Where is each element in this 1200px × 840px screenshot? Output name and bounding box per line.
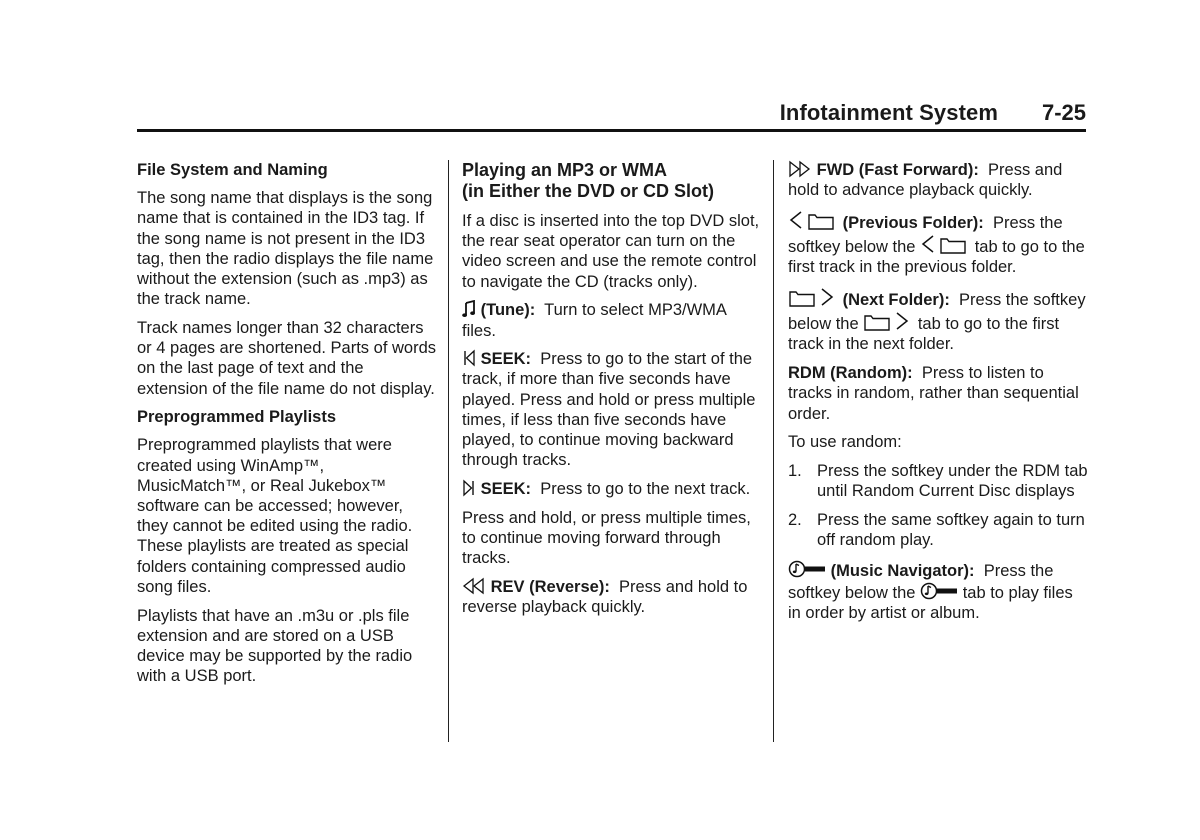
rev-entry [462, 577, 762, 617]
next-folder-icon [788, 286, 838, 308]
column-3 [788, 160, 1088, 632]
list-item [788, 510, 1088, 550]
seek-back-text: Press to go to the start of the track, if more than five seconds have played. Press and hold or press multiple times, if less than five seconds have played, to continue moving backward through tracks. [462, 350, 756, 470]
music-navigator-text-b: tab to play files in order by artist or album. [788, 583, 1073, 623]
seek-back-label: SEEK: [480, 350, 532, 369]
rewind-icon [462, 577, 486, 595]
rdm-text: Press to listen to tracks in random, rather than sequential order. [788, 364, 1079, 423]
playlists-paragraph-1: Preprogrammed playlists that were created using WinAmp™, MusicMatch™, or Real Jukebox™ software can be accessed; however, they cannot be edited using the radio. These playlists are treated as special folders containing compressed audio song files. [137, 436, 413, 596]
music-navigator-icon [920, 581, 958, 601]
seek-forward-entry [462, 479, 762, 499]
music-navigator-label: (Music Navigator): [830, 561, 975, 580]
step-number: 2. [788, 510, 802, 529]
next-folder-icon [863, 310, 913, 332]
previous-folder-label: (Previous Folder): [842, 213, 984, 232]
rev-label: REV (Reverse): [490, 577, 610, 596]
next-folder-text-a: Press the softkey below the [788, 291, 1086, 334]
music-navigator-text-a: Press the softkey below the [788, 561, 1054, 602]
previous-folder-icon [920, 233, 970, 255]
header-rule [137, 129, 1086, 132]
seek-forward-label: SEEK: [480, 479, 532, 498]
file-system-heading: File System and Naming [137, 161, 328, 179]
tune-label: (Tune): [480, 301, 536, 320]
seek-back-entry [462, 349, 762, 470]
rev-text: Press and hold to reverse playback quickly. [462, 577, 748, 616]
tune-entry [462, 300, 762, 340]
fast-forward-icon [788, 160, 812, 178]
music-note-icon [462, 300, 476, 318]
previous-folder-entry [788, 209, 1088, 278]
hold-forward-text: Press and hold, or press multiple times, to continue moving forward through tracks. [462, 508, 751, 568]
rdm-entry [788, 363, 1088, 424]
mp3-heading-line-2: (in Either the DVD or CD Slot) [462, 181, 714, 201]
seek-forward-icon [462, 479, 476, 497]
list-item [788, 461, 1088, 501]
previous-folder-text-a: Press the softkey below the [788, 213, 1063, 257]
mp3-heading-line-1: Playing an MP3 or WMA [462, 160, 668, 180]
mp3-intro: If a disc is inserted into the top DVD slot, the rear seat operator can turn on the video screen and use the remote control to navigate the CD (tracks only). [462, 212, 760, 291]
previous-folder-icon [788, 209, 838, 231]
file-system-paragraph-2: Track names longer than 32 characters or 4 pages are shortened. Parts of words on the last page of text and the extension of the file name do not display. [137, 318, 436, 398]
page-number: 7-25 [1041, 100, 1086, 125]
tune-text: Turn to select MP3/WMA files. [462, 301, 727, 340]
rdm-label: RDM (Random): [788, 364, 913, 383]
file-system-paragraph-1: The song name that displays is the song name that is contained in the ID3 tag. If the song name is not present in the ID3 tag, then the radio displays the file name without the extension (such as .mp3) as the track name. [137, 189, 434, 309]
step-text: Press the same softkey again to turn off random play. [817, 510, 1085, 550]
fwd-entry [788, 160, 1088, 200]
fwd-label: FWD (Fast Forward): [816, 161, 979, 179]
next-folder-label: (Next Folder): [842, 291, 950, 310]
step-text: Press the softkey under the RDM tab until Random Current Disc displays [817, 461, 1088, 501]
random-steps-list [788, 461, 1088, 550]
column-divider [773, 160, 774, 742]
column-1 [137, 160, 437, 695]
playlists-heading: Preprogrammed Playlists [137, 408, 336, 427]
playlists-paragraph-2: Playlists that have an .m3u or .pls file extension and are stored on a USB device may be supported by the radio with a USB port. [137, 606, 413, 686]
column-2 [462, 160, 762, 626]
column-divider [448, 160, 449, 742]
fwd-text: Press and hold to advance playback quickly. [788, 161, 1063, 200]
next-folder-text-b: tab to go to the first track in the next folder. [788, 315, 1060, 354]
use-random-text: To use random: [788, 433, 902, 452]
previous-folder-text-b: tab to go to the first track in the previous folder. [788, 238, 1085, 277]
step-number: 1. [788, 461, 802, 480]
seek-forward-text: Press to go to the next track. [540, 479, 751, 498]
section-title: Infotainment System [779, 100, 998, 125]
page-header [137, 100, 1086, 128]
seek-back-icon [462, 349, 476, 367]
music-navigator-icon [788, 559, 826, 579]
music-navigator-entry [788, 559, 1088, 624]
mp3-section-heading [462, 160, 762, 202]
next-folder-entry [788, 286, 1088, 355]
